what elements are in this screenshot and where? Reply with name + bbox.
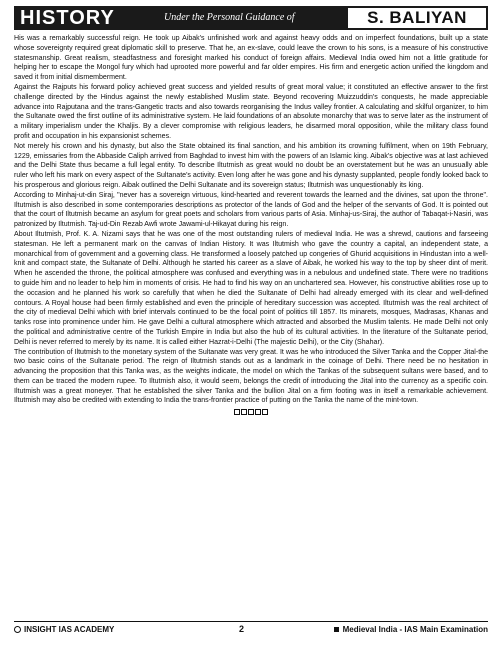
footer-course <box>334 625 488 634</box>
academy-logo-icon <box>14 626 21 633</box>
section-separator <box>14 409 488 418</box>
paragraph: According to Minhaj-ut-din Siraj, "never has a sovereign virtuous, kind-hearted and reverent towards the learned and the divines, sat upon the throne". Iltutmish is also described in some contemporaries descriptions as protector of the lands of God and the helper of the servants of God. It is pointed out that the court of Iltutmish became an asylum for great poets and scholars from various parts of Asia. Minhaj-us-Siraj, the author of Tabaqat-i-Nasiri, was patronized by Iltutmish. Taj-ud-Din Rezab Awfi wrote Jawami-ul-Hikayat during his reign. <box>14 191 488 229</box>
body-text <box>14 34 488 406</box>
separator-box-icon <box>255 409 261 415</box>
separator-box-icon <box>241 409 247 415</box>
header-author: S. BALIYAN <box>346 6 488 30</box>
course-name: Medieval India - IAS Main Examination <box>342 625 488 634</box>
header-title: HISTORY <box>20 7 115 29</box>
page-footer <box>14 621 488 638</box>
footer-academy <box>14 625 114 634</box>
separator-box-icon <box>262 409 268 415</box>
square-bullet-icon <box>334 627 339 632</box>
separator-box-icon <box>248 409 254 415</box>
paragraph: Not merely his crown and his dynasty, but also the State obtained its final sanction, and his ambition its crowning fulfilment, when on 19th February, 1229, emissaries from the Abbaside Caliph arrived from Baghdad to invest him with the powers of an Islamic king. Aibak's objective was at last achieved and the Delhi State thus became a full legal entity. To describe Iltutmish as great would no doubt be an overstatement but he was an unusually able ruler who left his mark on every aspect of the Sultanate's activity. Even long after he was gone and his dynasty supplanted, people fondly looked back to his prosperous and glorious reign. Aibak outlined the Delhi Sultanate and its sovereign status; Iltutmish was unquestionably its king. <box>14 142 488 189</box>
separator-box-icon <box>234 409 240 415</box>
academy-name: INSIGHT IAS ACADEMY <box>24 625 115 634</box>
page-number: 2 <box>239 624 245 634</box>
paragraph: His was a remarkably successful reign. He took up Aibak's unfinished work and against heavy odds and on imperfect foundations, built up a state whose sovereignty required great diplomatic skill to preserve. That he, an ex-slave, could leave the crown to his sons, is a measure of his constructive statesmanship. Great realism, steadfastness and foresight marked his conduct of foreign affairs. Medieval India owed him not a little gratitude for helping her to escape the Mongol fury which had uprooted more powerful and far older empires. His firm and energetic action unified the kingdom and saved it from initial dismemberment. <box>14 35 488 82</box>
header-subtitle: Under the Personal Guidance of <box>164 12 295 23</box>
paragraph: Against the Rajputs his forward policy achieved great success and yielded results of great moral value; it constituted an effective answer to the first challenge directed by the Hindus against the newly established Muslim state. Beyond recovering Muizzuddin's conquests, he made appreciable advance into Rajputana and the trans-Gangetic tracts and also towards reorganising the Indus valley frontier. A calculating and skilful organizer, to him the Sultanate owed the first outline of its administrative system. He laid foundations of an absolute monarchy that was to serve later as the instrument of a military imperialism under the Khaljis. By a clever compromise with religious leaders, he disarmed moral opposition, while the military class found profit and occupation in his expansionist schemes. <box>14 83 488 140</box>
page-header <box>14 6 488 30</box>
paragraph: About Iltutmish, Prof. K. A. Nizami says that he was one of the most outstanding rulers of medieval India. He was a shrewd, cautions and farseeing statesman. He left a permanent mark on the canvas of Indian History. It was Iltutmish who gave the country a capital, an independent state, a monarchical from of government and a governing class. He transformed a loosely patched up congeries of Ghurid acquisitions in Hindustan into a well-knit and compact state, the Sultanate of Delhi. Although he started his career as a slave of Aibak, he worked his way to the top by sheer dint of merit. When he ascended the throne, the political atmosphere was confused and everything was in a nebulous and undefined state. There were no traditions to guide him and no leader to help him in moments of crisis. He had to find his way on an unchartered sea. However, his constructive abilities rose up to the occasion and he planned his work so carefully that when he died the Sultanate of Delhi had already emerged with its clear and well-defined contours. A Royal house had been firmly established and even the principle of hereditary succession was accepted. Iltutmish was the real architect of the city of medieval Delhi which with brief intervals continued to be the focal point of politics till 1857. Its minarets, mosques, Madrasas, Khanas and tanks rose into prominence under him. He gave Delhi a cultural atmosphere which attracted and absorbed the Muslim talents. He made Delhi not only the political and administrative centre of the Turkish Empire in India but also the hub of its cultural activities. In the literature of the Sultanate period, Delhi is never referred to merely by its name. It is called either Hazrat-i-Delhi (The majestic Delhi), or the City (Shahar). <box>14 230 488 346</box>
paragraph: The contribution of Iltutmish to the monetary system of the Sultanate was very great. It was he who introduced the Silver Tanka and the Copper Jital-the two basic coins of the Sultanate period. The reign of Iltutmish stands out as a landmark in the coinage of Delhi. There need be no hesitation in advancing the proposition that this Tanka was, as the weights indicate, the model on which the Tankas of the subsequent sultans were based, and to them can be traced the modern rupee. To Iltutmish also, it would seem, belongs the credit of introducing the Jital into the currency as a specific coin. Iltutmish was a great moneyer. That he established the silver Tanka and the bullion Jital on a firm footing was in itself a remarkable achievement. Iltutmish may also be credited with extending to India the trans-frontier practice of putting on the Tanka the name of the mint-town. <box>14 348 488 405</box>
